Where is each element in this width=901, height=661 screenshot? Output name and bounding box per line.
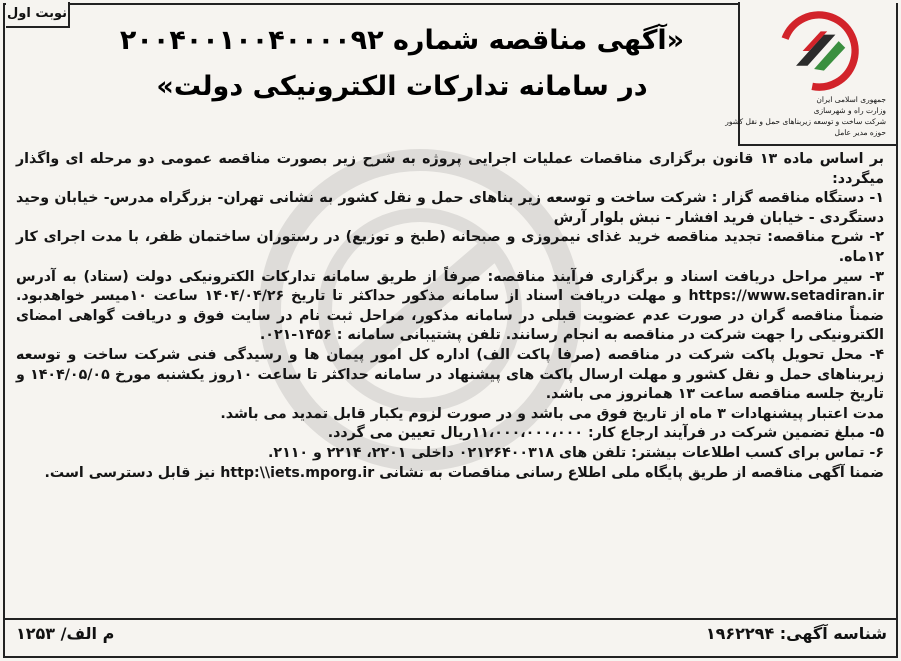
ministry-caption: [725, 94, 886, 138]
item-contact: ۶- تماس برای کسب اطلاعات بیشتر: تلفن های ۰۲۱۲۶۴۰۰۳۱۸ داخلی ۲۲۰۱، ۲۲۱۴ و ۲۱۱۰.: [268, 444, 884, 461]
closing-text-b: نیز قابل دسترسی است.: [44, 464, 216, 481]
announcement-body: [16, 150, 884, 483]
title-line-2: در سامانه تدارکات الکترونیکی دولت»: [156, 71, 648, 102]
item-description: ۲- شرح مناقصه: تجدید مناقصه خرید غذای نیمروزی و صبحانه (طبخ و توزیع) در رستوران ساختمان ظفر، با مدت اجرای کار ۱۲ماه.: [16, 229, 884, 265]
closing-text-a: ضمنا آگهی مناقصه از طریق پایگاه ملی اطلاع رسانی مناقصات به نشانی: [379, 464, 884, 481]
ministry-line: حوزه مدیر عامل: [834, 128, 886, 137]
logo-panel: [725, 2, 896, 146]
item-delivery: ۴- محل تحویل پاکت شرکت در مناقصه (صرفا پاکت الف) اداره کل امور پیمان ها و رسیدگی فنی شرکت ساخت و توسعه زیربناهای حمل و نقل کشور و مهلت ارسال پاکت های پیشنهاد در سامانه حداکثر تا ساعت ۱۰روز یکشنبه مورخ ۱۴۰۴/۰۵/۰۵ و تاریخ جلسه مناقصه ساعت ۱۳ همانروز می باشد.: [16, 346, 885, 403]
item-tenderer: ۱- دستگاه مناقصه گزار : شرکت ساخت و توسعه زیر بناهای حمل و نقل کشور به نشانی تهران- بزرگراه مدرس- خیابان وحید دستگردی - خیابان فرید افشار - نبش بلوار آرش: [16, 190, 884, 226]
announcement-title: [70, 18, 734, 110]
closing-paragraph: [16, 464, 884, 484]
ministry-line: جمهوری اسلامی ایران: [816, 95, 886, 104]
item-guarantee: ۵- مبلغ تضمین شرکت در فرآیند ارجاع کار: ۱۱،۰۰۰،۰۰۰،۰۰۰ریال تعیین می گردد.: [327, 425, 884, 442]
iets-url-link[interactable]: http:\\iets.mporg.ir: [220, 464, 375, 481]
process-text-a: ۳- سیر مراحل دریافت اسناد و برگزاری فرآیند مناقصه: صرفاً از طریق سامانه تدارکات الکترونیکی دولت (ستاد) به آدرس: [16, 268, 884, 285]
intro-paragraph: بر اساس ماده ۱۳ قانون برگزاری مناقصات عملیات اجرایی پروژه به شرح زیر بصورت مناقصه عمومی دو مرحله ای واگذار میگردد:: [16, 151, 884, 187]
ad-identifier: شناسه آگهی: ۱۹۶۲۲۹۴: [705, 624, 887, 643]
footer-divider: [3, 618, 898, 620]
validity-paragraph: مدت اعتبار پیشنهادات ۳ ماه از تاریخ فوق می باشد و در صورت لزوم یکبار قابل تمدید می باشد.: [220, 405, 884, 422]
ministry-line: شرکت ساخت و توسعه زیربناهای حمل و نقل کشور: [725, 117, 886, 126]
publication-round-badge: نوبت اول: [6, 2, 70, 28]
company-logo-icon: [778, 10, 860, 92]
ministry-line: وزارت راه و شهرسازی: [813, 106, 886, 115]
reference-number: م الف/ ۱۲۵۳: [16, 624, 115, 643]
process-text-b: و مهلت دریافت اسناد از سامانه مذکور حداکثر تا تاریخ ۱۴۰۴/۰۴/۲۶ ساعت ۱۰میسر خواهدبود. ضمناً مناقصه گران در صورت عدم عضویت قبلی در سامانه مذکور، مراحل ثبت نام در سایت فوق و دریافت گواهی امضای الکترونیکی را جهت شرکت در مناقصه به انجام رسانند. تلفن پشتیبانی سامانه : ۱۴۵۶-۰۲۱.: [16, 288, 884, 344]
item-process: [16, 268, 884, 346]
title-line-1: «آگهی مناقصه شماره ۲۰۰۴۰۰۱۰۰۴۰۰۰۰۹۲: [119, 25, 685, 56]
setad-url-link[interactable]: https://www.setadiran.ir: [688, 288, 884, 305]
